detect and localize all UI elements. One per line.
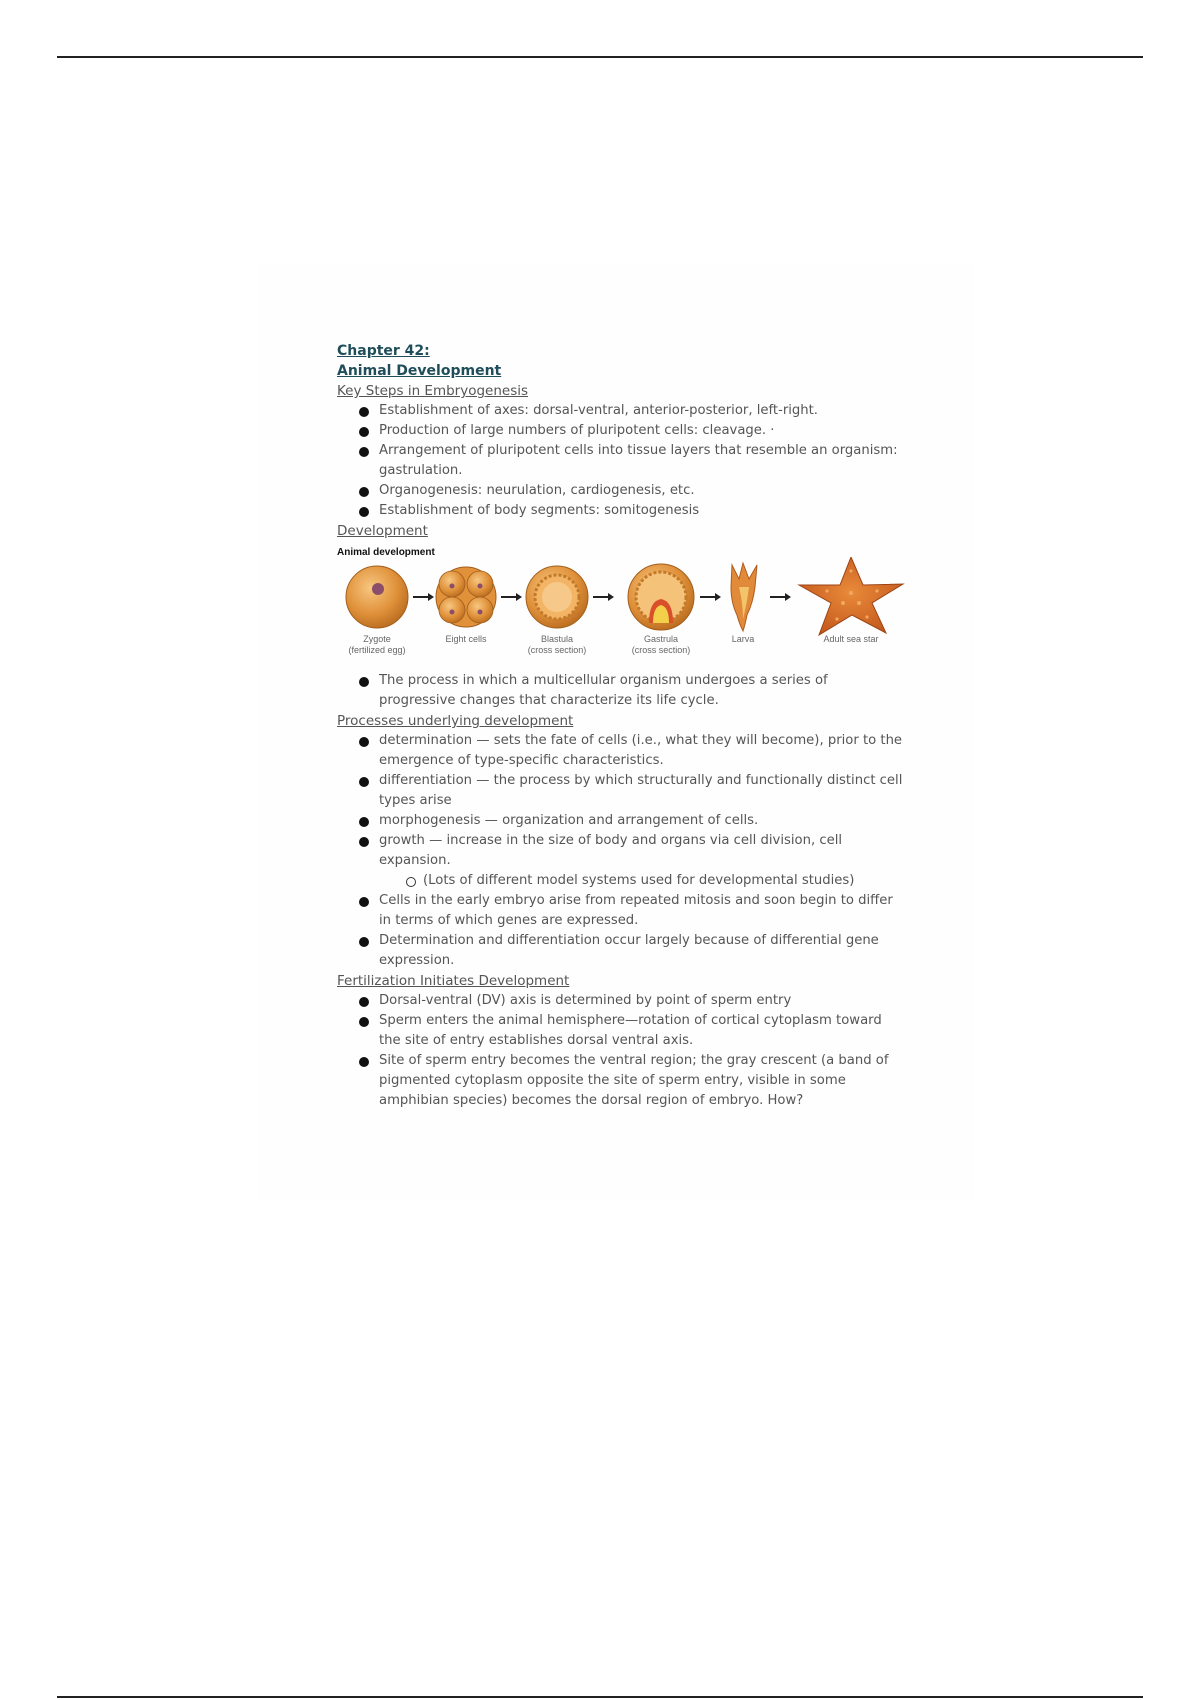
- chapter-number: Chapter 42:: [337, 343, 430, 359]
- bullet-icon: [359, 777, 369, 787]
- list-item: Arrangement of pluripotent cells into tissue layers that resemble an organism: gastrulation.: [379, 441, 907, 481]
- list-item: Determination and differentiation occur largely because of differential gene expression.: [379, 931, 907, 971]
- arrow-icon: [700, 593, 721, 601]
- bullet-icon: [359, 817, 369, 827]
- heading-key-steps: Key Steps in Embryogenesis: [337, 383, 529, 399]
- eight-cell-embryo-illustration: [436, 567, 496, 627]
- bullet-icon: [359, 997, 369, 1007]
- fertilization-list: [337, 991, 907, 1111]
- bullet-icon: [359, 897, 369, 907]
- list-item: Site of sperm entry becomes the ventral region; the gray crescent (a band of pigmented cytoplasm opposite the site of sperm entry, visible in some amphibian species) becomes the dorsal region of embryo. How?: [379, 1051, 907, 1111]
- list-item: Organogenesis: neurulation, cardiogenesis, etc.: [379, 481, 907, 501]
- blastula-illustration: [526, 566, 588, 628]
- chapter-title: Animal Development: [337, 363, 502, 379]
- stage-label-sea-star: Adult sea star: [823, 634, 879, 644]
- development-list: [337, 671, 907, 711]
- bullet-icon: [359, 427, 369, 437]
- list-item: differentiation — the process by which structurally and functionally distinct cell types arise: [379, 771, 907, 811]
- bullet-icon: [359, 507, 369, 517]
- list-item: Cells in the early embryo arise from repeated mitosis and soon begin to differ in terms of which genes are expressed.: [379, 891, 907, 931]
- list-item: morphogenesis — organization and arrangement of cells.: [379, 811, 907, 831]
- bullet-icon: [359, 937, 369, 947]
- list-item: The process in which a multicellular organism undergoes a series of progressive changes that characterize its life cycle.: [379, 671, 907, 711]
- stage-label-gastrula: Gastrula (cross section): [631, 634, 691, 655]
- list-item: Dorsal-ventral (DV) axis is determined by point of sperm entry: [379, 991, 907, 1011]
- arrow-icon: [501, 593, 522, 601]
- sea-star-illustration: [799, 557, 903, 635]
- stage-label-larva: Larva: [731, 634, 755, 644]
- development-stages-svg: [337, 557, 907, 637]
- list-item: growth — increase in the size of body and organs via cell division, cell expansion. (Lots of different model systems used for developmental studies): [379, 831, 907, 891]
- arrow-icon: [593, 593, 614, 601]
- bullet-icon: [359, 737, 369, 747]
- larva-illustration: [731, 563, 757, 631]
- arrow-icon: [413, 593, 434, 601]
- arrow-icon: [770, 593, 791, 601]
- heading-fertilization: Fertilization Initiates Development: [337, 973, 570, 989]
- stage-label-zygote: Zygote (fertilized egg): [348, 634, 406, 655]
- key-steps-list: [337, 401, 907, 521]
- figure-title: Animal development: [337, 547, 435, 558]
- list-item: determination — sets the fate of cells (i.e., what they will become), prior to the emergence of type-specific characteristics.: [379, 731, 907, 771]
- processes-list: [337, 731, 907, 971]
- zygote-illustration: [346, 566, 408, 628]
- heading-processes: Processes underlying development: [337, 713, 574, 729]
- bottom-rule: [57, 1696, 1143, 1698]
- list-item: Establishment of body segments: somitogenesis: [379, 501, 907, 521]
- top-rule: [57, 56, 1143, 58]
- bullet-icon: [359, 837, 369, 847]
- development-figure: [337, 543, 907, 667]
- heading-development: Development: [337, 523, 428, 539]
- sub-list-item: (Lots of different model systems used for developmental studies): [423, 871, 907, 891]
- list-item: Production of large numbers of pluripotent cells: cleavage. ·: [379, 421, 907, 441]
- stage-label-blastula: Blastula (cross section): [527, 634, 587, 655]
- bullet-icon: [359, 447, 369, 457]
- hollow-bullet-icon: [406, 877, 416, 887]
- bullet-icon: [359, 677, 369, 687]
- document-content: [337, 341, 907, 1111]
- list-item: Establishment of axes: dorsal-ventral, anterior-posterior, left-right.: [379, 401, 907, 421]
- list-item: Sperm enters the animal hemisphere—rotation of cortical cytoplasm toward the site of entry establishes dorsal ventral axis.: [379, 1011, 907, 1051]
- gastrula-illustration: [628, 564, 694, 630]
- bullet-icon: [359, 487, 369, 497]
- bullet-icon: [359, 1057, 369, 1067]
- stage-label-eight-cells: Eight cells: [445, 634, 487, 644]
- bullet-icon: [359, 1017, 369, 1027]
- bullet-icon: [359, 407, 369, 417]
- processes-sublist: [379, 871, 907, 891]
